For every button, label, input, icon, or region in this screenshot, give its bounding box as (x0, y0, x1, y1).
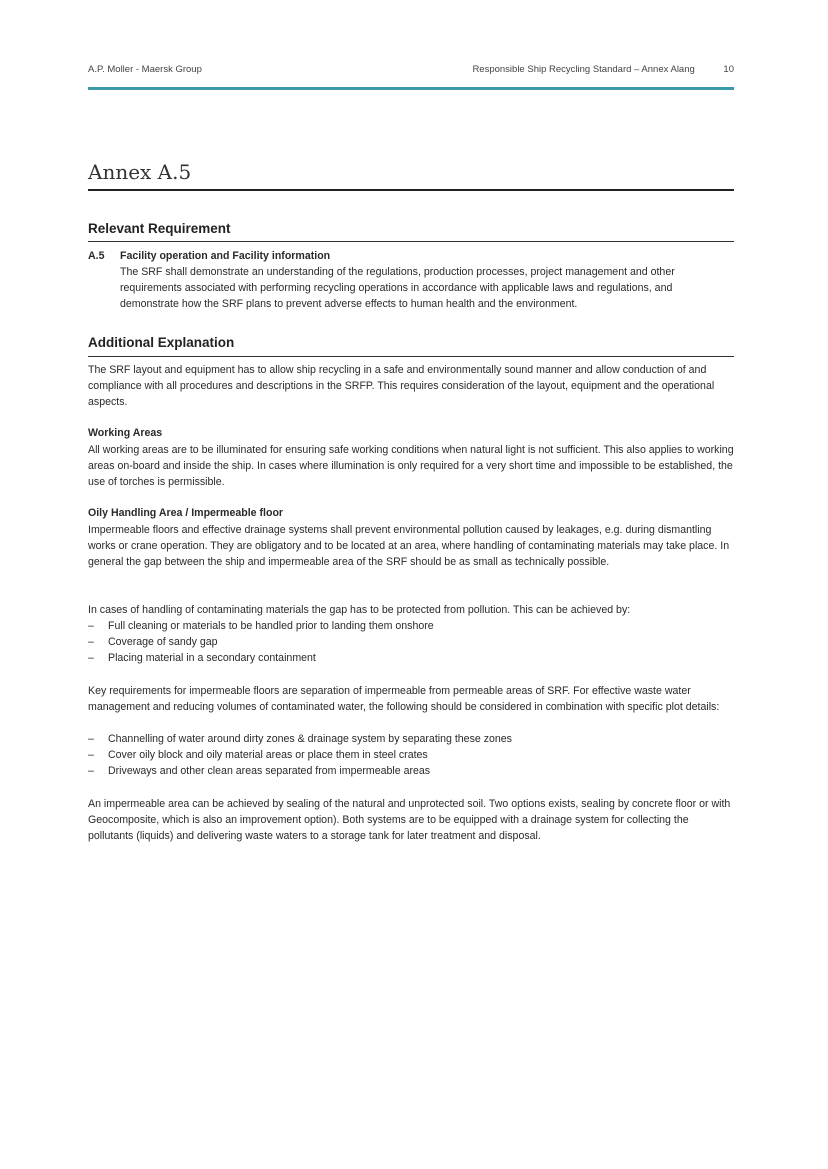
bullet-dash: – (88, 636, 94, 648)
list-item-text: Channelling of water around dirty zones & drainage system by separating these zones (108, 733, 512, 745)
header-doc-title (472, 64, 734, 75)
list-item-text: Coverage of sandy gap (108, 636, 218, 648)
list-item-text: Driveways and other clean areas separated from impermeable areas (108, 765, 431, 777)
bullet-dash: – (88, 749, 94, 761)
subheading-oily-handling: Oily Handling Area / Impermeable floor (88, 507, 284, 519)
oily-handling-paragraph-1: Impermeable floors and effective drainage systems shall prevent environmental pollution caused by leakages, e.g. during dismantling works or crane operation. They are obligatory and to be located at an area, where handling of contaminating materials may take place. In general the gap between the ship and impermeable area of the SRF should be as small as technically possible. (88, 524, 730, 568)
bullet-list-gap-protection (88, 618, 734, 666)
oily-handling-paragraph-2: In cases of handling of contaminating materials the gap has to be protected from pollution. This can be achieved by: (88, 604, 631, 616)
section-title-relevant-requirement: Relevant Requirement (88, 221, 231, 236)
list-item (88, 618, 734, 634)
list-item (88, 731, 734, 747)
bullet-dash: – (88, 620, 94, 632)
list-item-text: Cover oily block and oily material areas or place them in steel crates (108, 749, 428, 761)
list-item-text: Full cleaning or materials to be handled prior to landing them onshore (108, 620, 434, 632)
bullet-dash: – (88, 652, 94, 664)
section-title-additional-explanation: Additional Explanation (88, 335, 235, 350)
list-item (88, 634, 734, 650)
requirement-text: The SRF shall demonstrate an understanding of the regulations, production processes, project management and other requirements associated with performing recycling operations in accordance with applicable laws and regulations, and demonstrate how the SRF plans to prevent adverse effects to human health and the environment. (120, 266, 675, 310)
bullet-list-waste-water (88, 731, 734, 779)
list-item (88, 650, 734, 666)
header-company: A.P. Moller - Maersk Group (88, 64, 202, 75)
annex-title: Annex A.5 (88, 160, 192, 184)
annex-rule (88, 189, 734, 191)
section-rule (88, 241, 734, 242)
list-item (88, 763, 734, 779)
requirement-heading: Facility operation and Facility information (120, 250, 331, 262)
list-item (88, 747, 734, 763)
subheading-working-areas: Working Areas (88, 427, 163, 439)
section-rule (88, 356, 734, 357)
bullet-dash: – (88, 733, 94, 745)
page-number: 10 (723, 64, 734, 75)
header-standard-title: Responsible Ship Recycling Standard – Annex Alang (472, 64, 695, 75)
oily-handling-paragraph-4: An impermeable area can be achieved by sealing of the natural and unprotected soil. Two options exists, sealing by concrete floor or with Geocomposite, which is also an improvement option). Both systems are to be equipped with a drainage system for collecting the pollutants (liquids) and delivering waste waters to a storage tank for later treatment and disposal. (88, 798, 731, 842)
header-rule (88, 87, 734, 90)
list-item-text: Placing material in a secondary containment (108, 652, 316, 664)
working-areas-paragraph: All working areas are to be illuminated for ensuring safe working conditions when natural light is not sufficient. This also applies to working areas on-board and inside the ship. In cases where illumination is only required for a very short time and impossible to be established, the use of torches is permissible. (88, 444, 734, 488)
oily-handling-paragraph-3: Key requirements for impermeable floors are separation of impermeable from permeable areas of SRF. For effective waste water management and reducing volumes of contaminated water, the following should be considered in combination with specific plot details: (88, 685, 720, 713)
intro-paragraph: The SRF layout and equipment has to allow ship recycling in a safe and environmentally sound manner and allow conduction of and compliance with all procedures and descriptions in the SRFP. This requires consideration of the layout, equipment and the operational aspects. (88, 364, 715, 408)
requirement-code: A.5 (88, 250, 105, 262)
bullet-dash: – (88, 765, 94, 777)
